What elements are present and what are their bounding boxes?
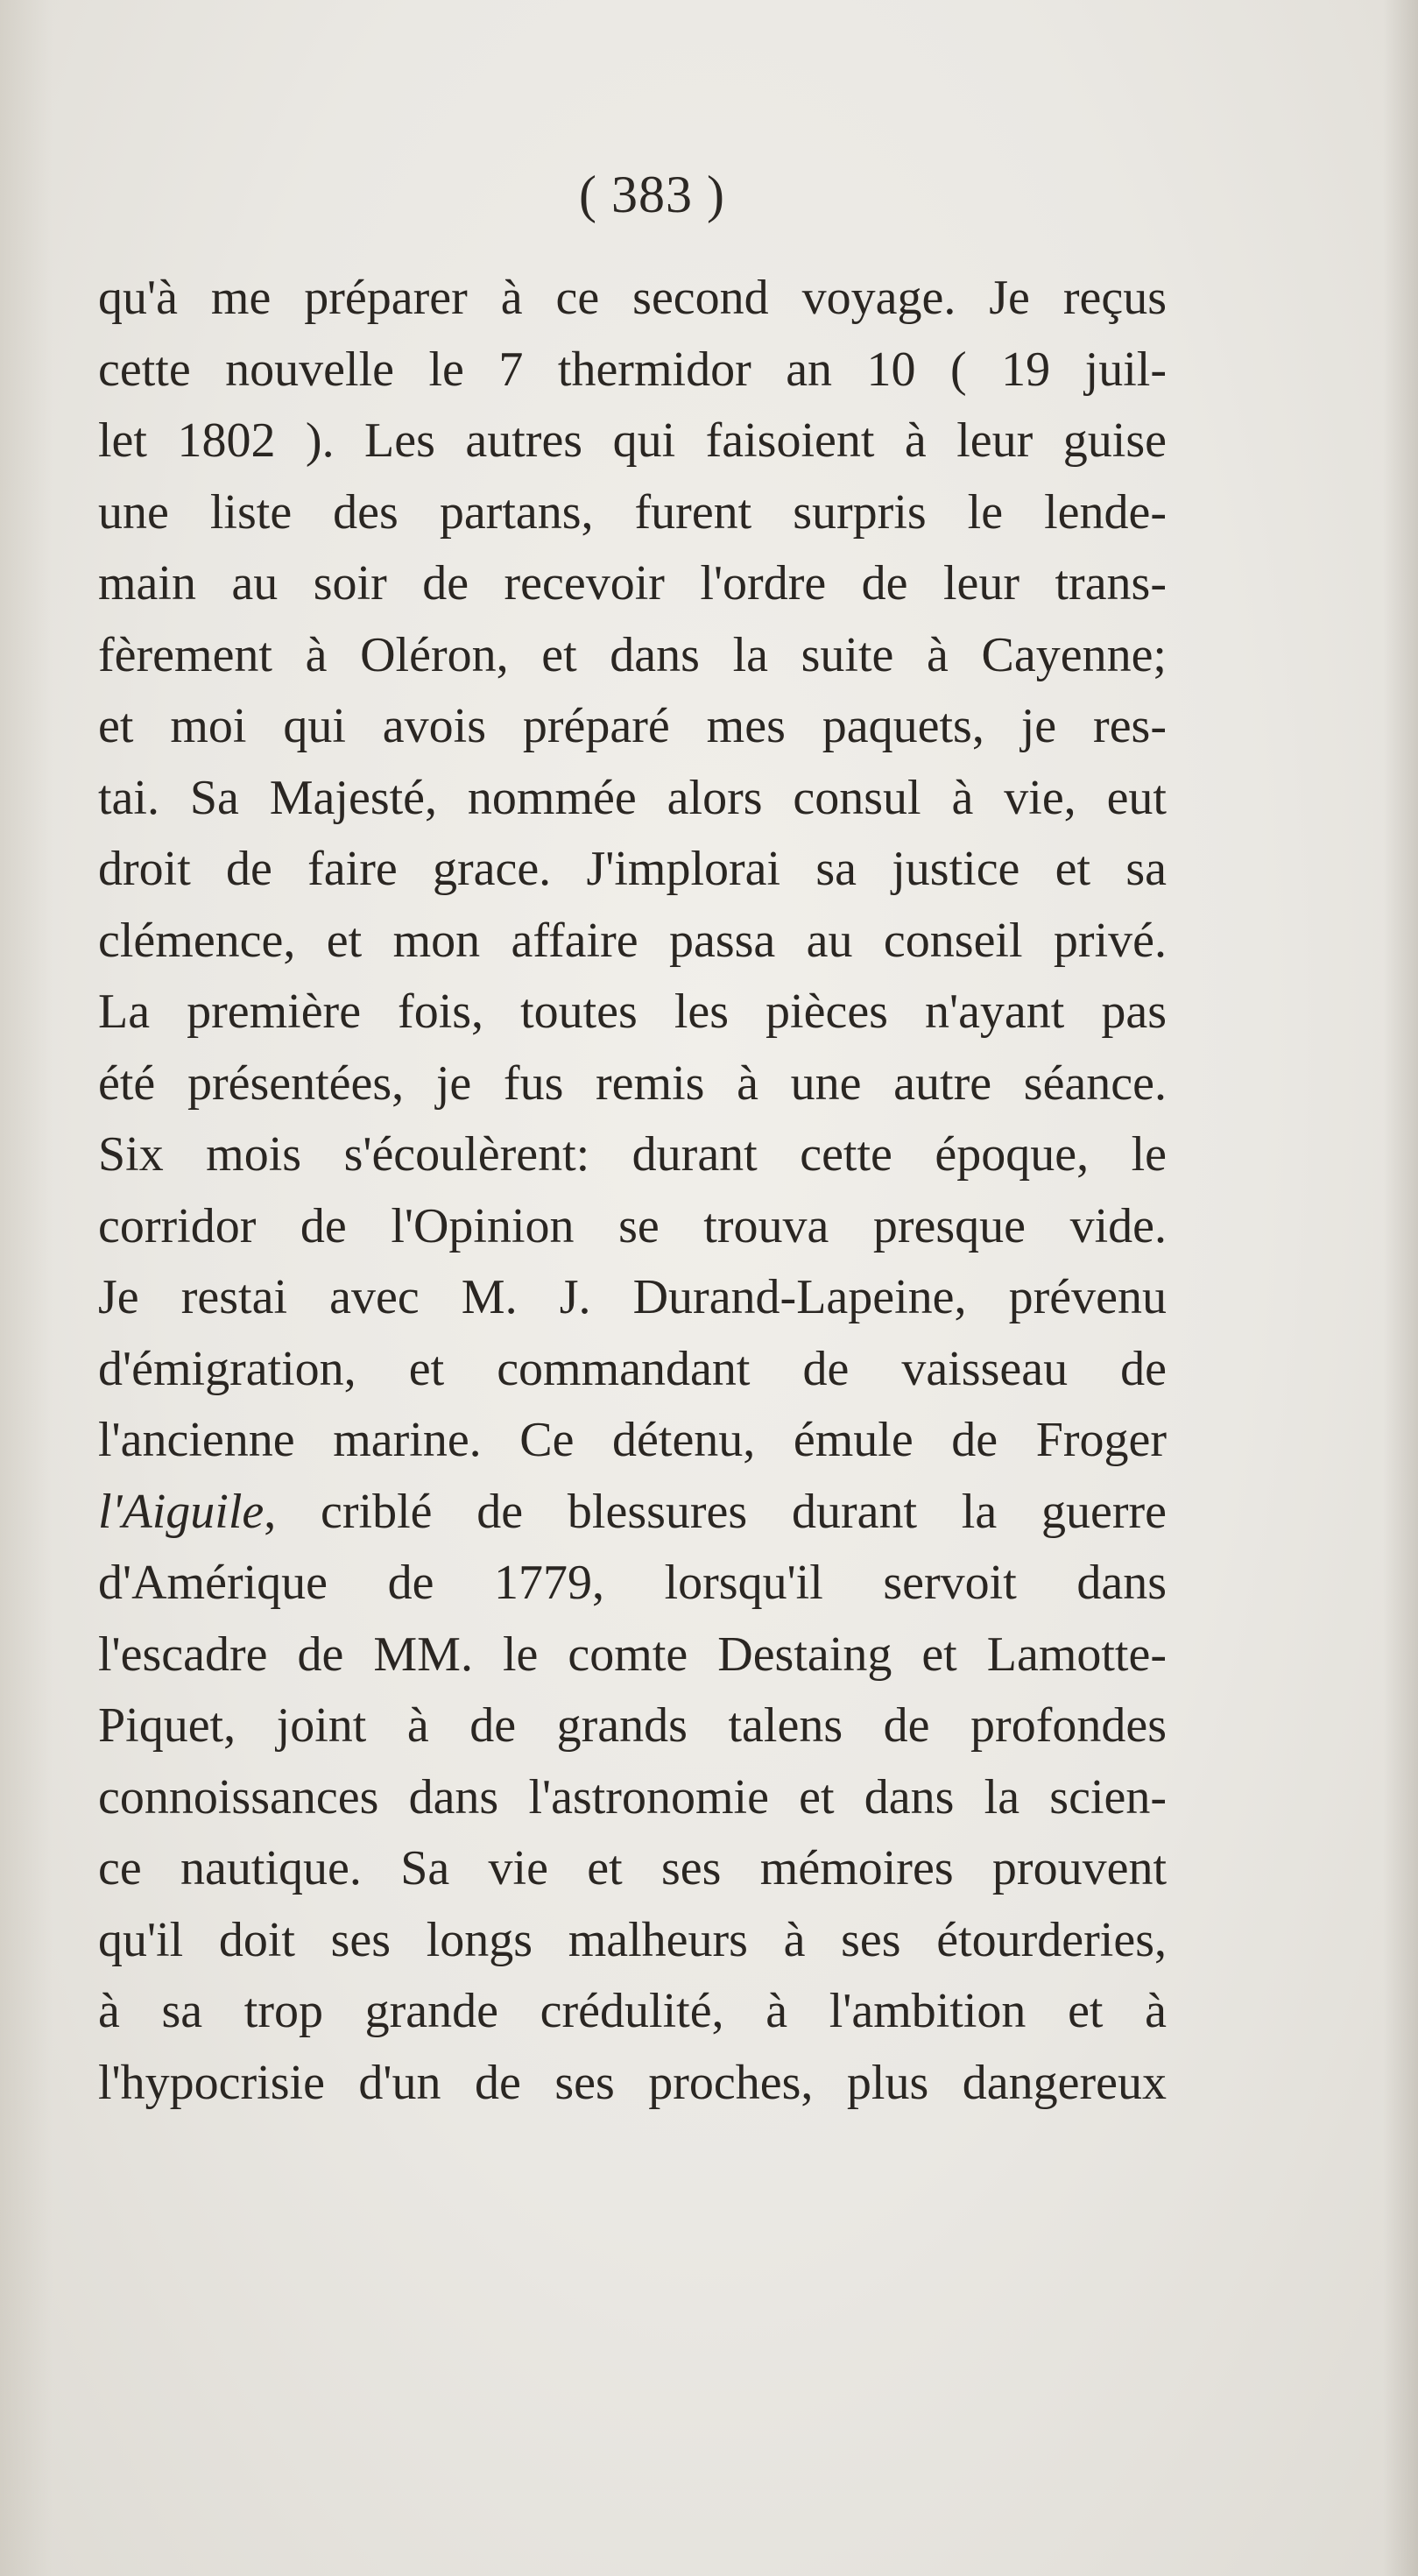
text-line-26: l'hypocrisie d'un de ses proches, plus dangereux <box>98 2055 1167 2110</box>
text-line-17: l'ancienne marine. Ce détenu, émule de Froger <box>98 1413 1167 1467</box>
text-line-21: Piquet, joint à de grands talens de profondes <box>98 1698 1167 1753</box>
text-line-7: et moi qui avois préparé mes paquets, je res- <box>98 699 1167 753</box>
text-line-14: corridor de l'Opinion se trouva presque vide. <box>98 1198 1167 1253</box>
italic-name: l'Aiguile <box>98 1484 265 1539</box>
text-line-6: fèrement à Oléron, et dans la suite à Cayenne; <box>98 627 1167 682</box>
text-line-9: droit de faire grace. J'implorai sa justice et sa <box>98 842 1167 896</box>
text-line-20: l'escadre de MM. le comte Destaing et Lamotte- <box>98 1627 1167 1682</box>
text-line-15: Je restai avec M. J. Durand-Lapeine, prévenu <box>98 1270 1167 1324</box>
text-line-12: été présentées, je fus remis à une autre séance. <box>98 1055 1167 1111</box>
text-line-24: qu'il doit ses longs malheurs à ses étourderies, <box>98 1912 1167 1967</box>
body-text <box>98 263 1167 2119</box>
text-line-4: une liste des partans, furent surpris le lende- <box>98 484 1167 540</box>
text-line-1: qu'à me préparer à ce second voyage. Je reçus <box>98 271 1167 325</box>
text-line-8: tai. Sa Majesté, nommée alors consul à vie, eut <box>98 770 1167 825</box>
text-line-23: ce nautique. Sa vie et ses mémoires prouvent <box>98 1841 1167 1895</box>
text-line-13: Six mois s'écoulèrent: durant cette époque, le <box>98 1127 1167 1182</box>
text-line-3: let 1802 ). Les autres qui faisoient à leur guise <box>98 413 1167 468</box>
text-line-2: cette nouvelle le 7 thermidor an 10 ( 19 juil- <box>98 342 1167 397</box>
text-line-16: d'émigration, et commandant de vaisseau de <box>98 1341 1167 1396</box>
text-line-5: main au soir de recevoir l'ordre de leur trans- <box>98 556 1167 610</box>
text-line-11: La première fois, toutes les pièces n'ayant pas <box>98 985 1167 1039</box>
text-line-10: clémence, et mon affaire passa au conseil privé. <box>98 913 1167 968</box>
text-line-22: connoissances dans l'astronomie et dans la scien- <box>98 1769 1167 1824</box>
text-line-19: d'Amérique de 1779, lorsqu'il servoit dans <box>98 1556 1167 1610</box>
text-line-25: à sa trop grande crédulité, à l'ambition et à <box>98 1984 1167 2038</box>
text-line-18-rest: , criblé de blessures durant la guerre <box>264 1484 1167 1539</box>
page-number: ( 383 ) <box>579 166 725 223</box>
text-line-18 <box>98 1477 1167 1549</box>
